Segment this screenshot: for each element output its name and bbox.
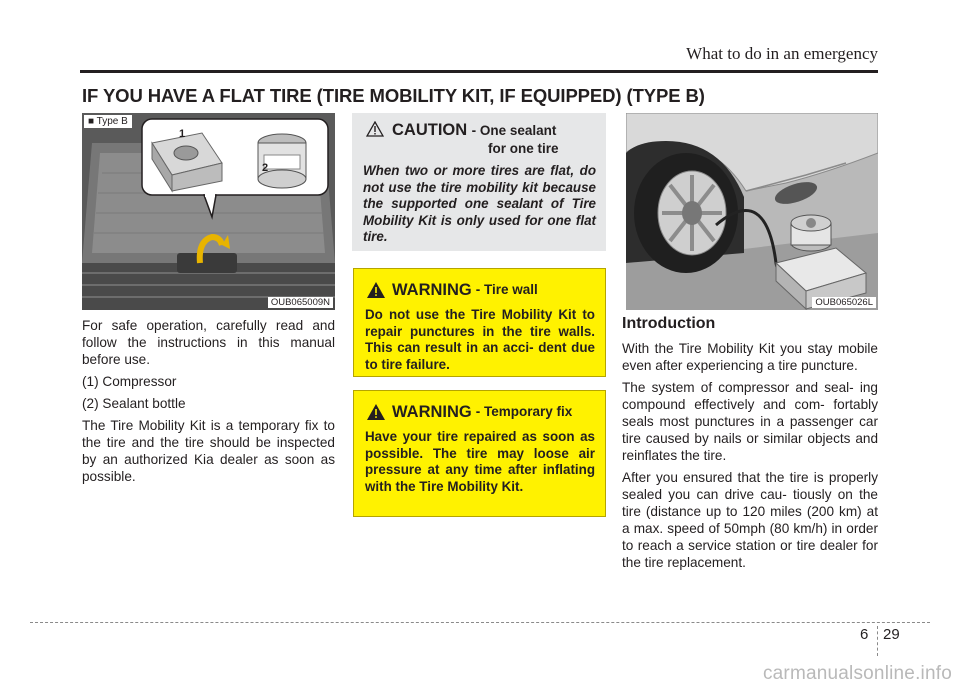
warning-box-tire-wall: [353, 268, 606, 377]
warning-label: WARNING: [392, 281, 472, 299]
figure-kit-in-use: [626, 113, 878, 310]
warning-label: WARNING: [392, 403, 472, 421]
introduction-text: [622, 340, 878, 576]
caution-box: [352, 113, 606, 251]
intro-paragraph-3: After you ensured that the tire is properly sealed you can drive cau- tiously on the tire (distance up to 120 miles (200 km) at a max. speed of 50mph (80 km/h) in order to reach a service station or tire dealer for the tire replacement.: [622, 470, 878, 570]
temporary-fix-paragraph: The Tire Mobility Kit is a temporary fix to the tire and the tire should be inspected by an authorized Kia dealer as soon as possible.: [82, 418, 335, 484]
caution-subtitle: - One sealant: [471, 123, 557, 138]
callout-label-2: 2: [262, 162, 269, 174]
page-number-divider: [877, 626, 878, 656]
introduction-heading: Introduction: [622, 315, 716, 332]
warning-triangle-icon: [366, 281, 386, 299]
chapter-number: 6: [860, 626, 869, 643]
safety-paragraph: For safe operation, carefully read and follow the instructions in this manual before use.: [82, 318, 335, 367]
intro-paragraph-1: With the Tire Mobility Kit you stay mobile even after experiencing a tire puncture.: [622, 341, 878, 373]
caution-text: When two or more tires are flat, do not use the tire mobility kit because the supported one sealant of Tire Mobility Kit is only used for one flat tire.: [363, 163, 596, 244]
caution-label: CAUTION: [392, 121, 468, 139]
page-title: IF YOU HAVE A FLAT TIRE (TIRE MOBILITY KIT, IF EQUIPPED) (TYPE B): [82, 85, 705, 106]
caution-triangle-icon: [366, 121, 384, 137]
warning-subtitle: - Temporary fix: [475, 404, 573, 419]
caution-subtitle-2: for one tire: [488, 141, 559, 156]
warning-subtitle: - Tire wall: [475, 282, 538, 297]
list-item-compressor: (1) Compressor: [82, 374, 177, 389]
figure-trunk-kit: [82, 113, 335, 310]
figure-code: OUB065009N: [268, 297, 333, 308]
tire-inflation-illustration: [626, 113, 878, 310]
list-item-sealant: (2) Sealant bottle: [82, 396, 186, 411]
page-number: 29: [883, 626, 900, 643]
header-rule: [80, 70, 878, 73]
figure-type-tag: ■ Type B: [84, 115, 132, 128]
warning-text: Have your tire repaired as soon as possible. The tire may loose air pressure at any time after inflating with the Tire Mobility Kit.: [365, 429, 595, 494]
warning-box-temporary-fix: [353, 390, 606, 517]
intro-paragraph-2: The system of compressor and seal- ing compound effectively and com- fortably seals most punctures in a passenger car tire caused by nails or similar objects and reinflates the tire.: [622, 380, 878, 463]
footer-rule: [30, 622, 930, 623]
left-column-text: [82, 317, 335, 490]
figure-code: OUB065026L: [812, 297, 876, 308]
warning-text: Do not use the Tire Mobility Kit to repair punctures in the tire walls. This can result in an acci- dent due to tire failure.: [365, 307, 595, 372]
trunk-illustration: [82, 113, 335, 310]
chapter-header-title: What to do in an emergency: [686, 44, 878, 63]
warning-triangle-icon: [366, 403, 386, 421]
callout-label-1: 1: [179, 128, 186, 140]
watermark: carmanualsonline.info: [762, 663, 952, 684]
